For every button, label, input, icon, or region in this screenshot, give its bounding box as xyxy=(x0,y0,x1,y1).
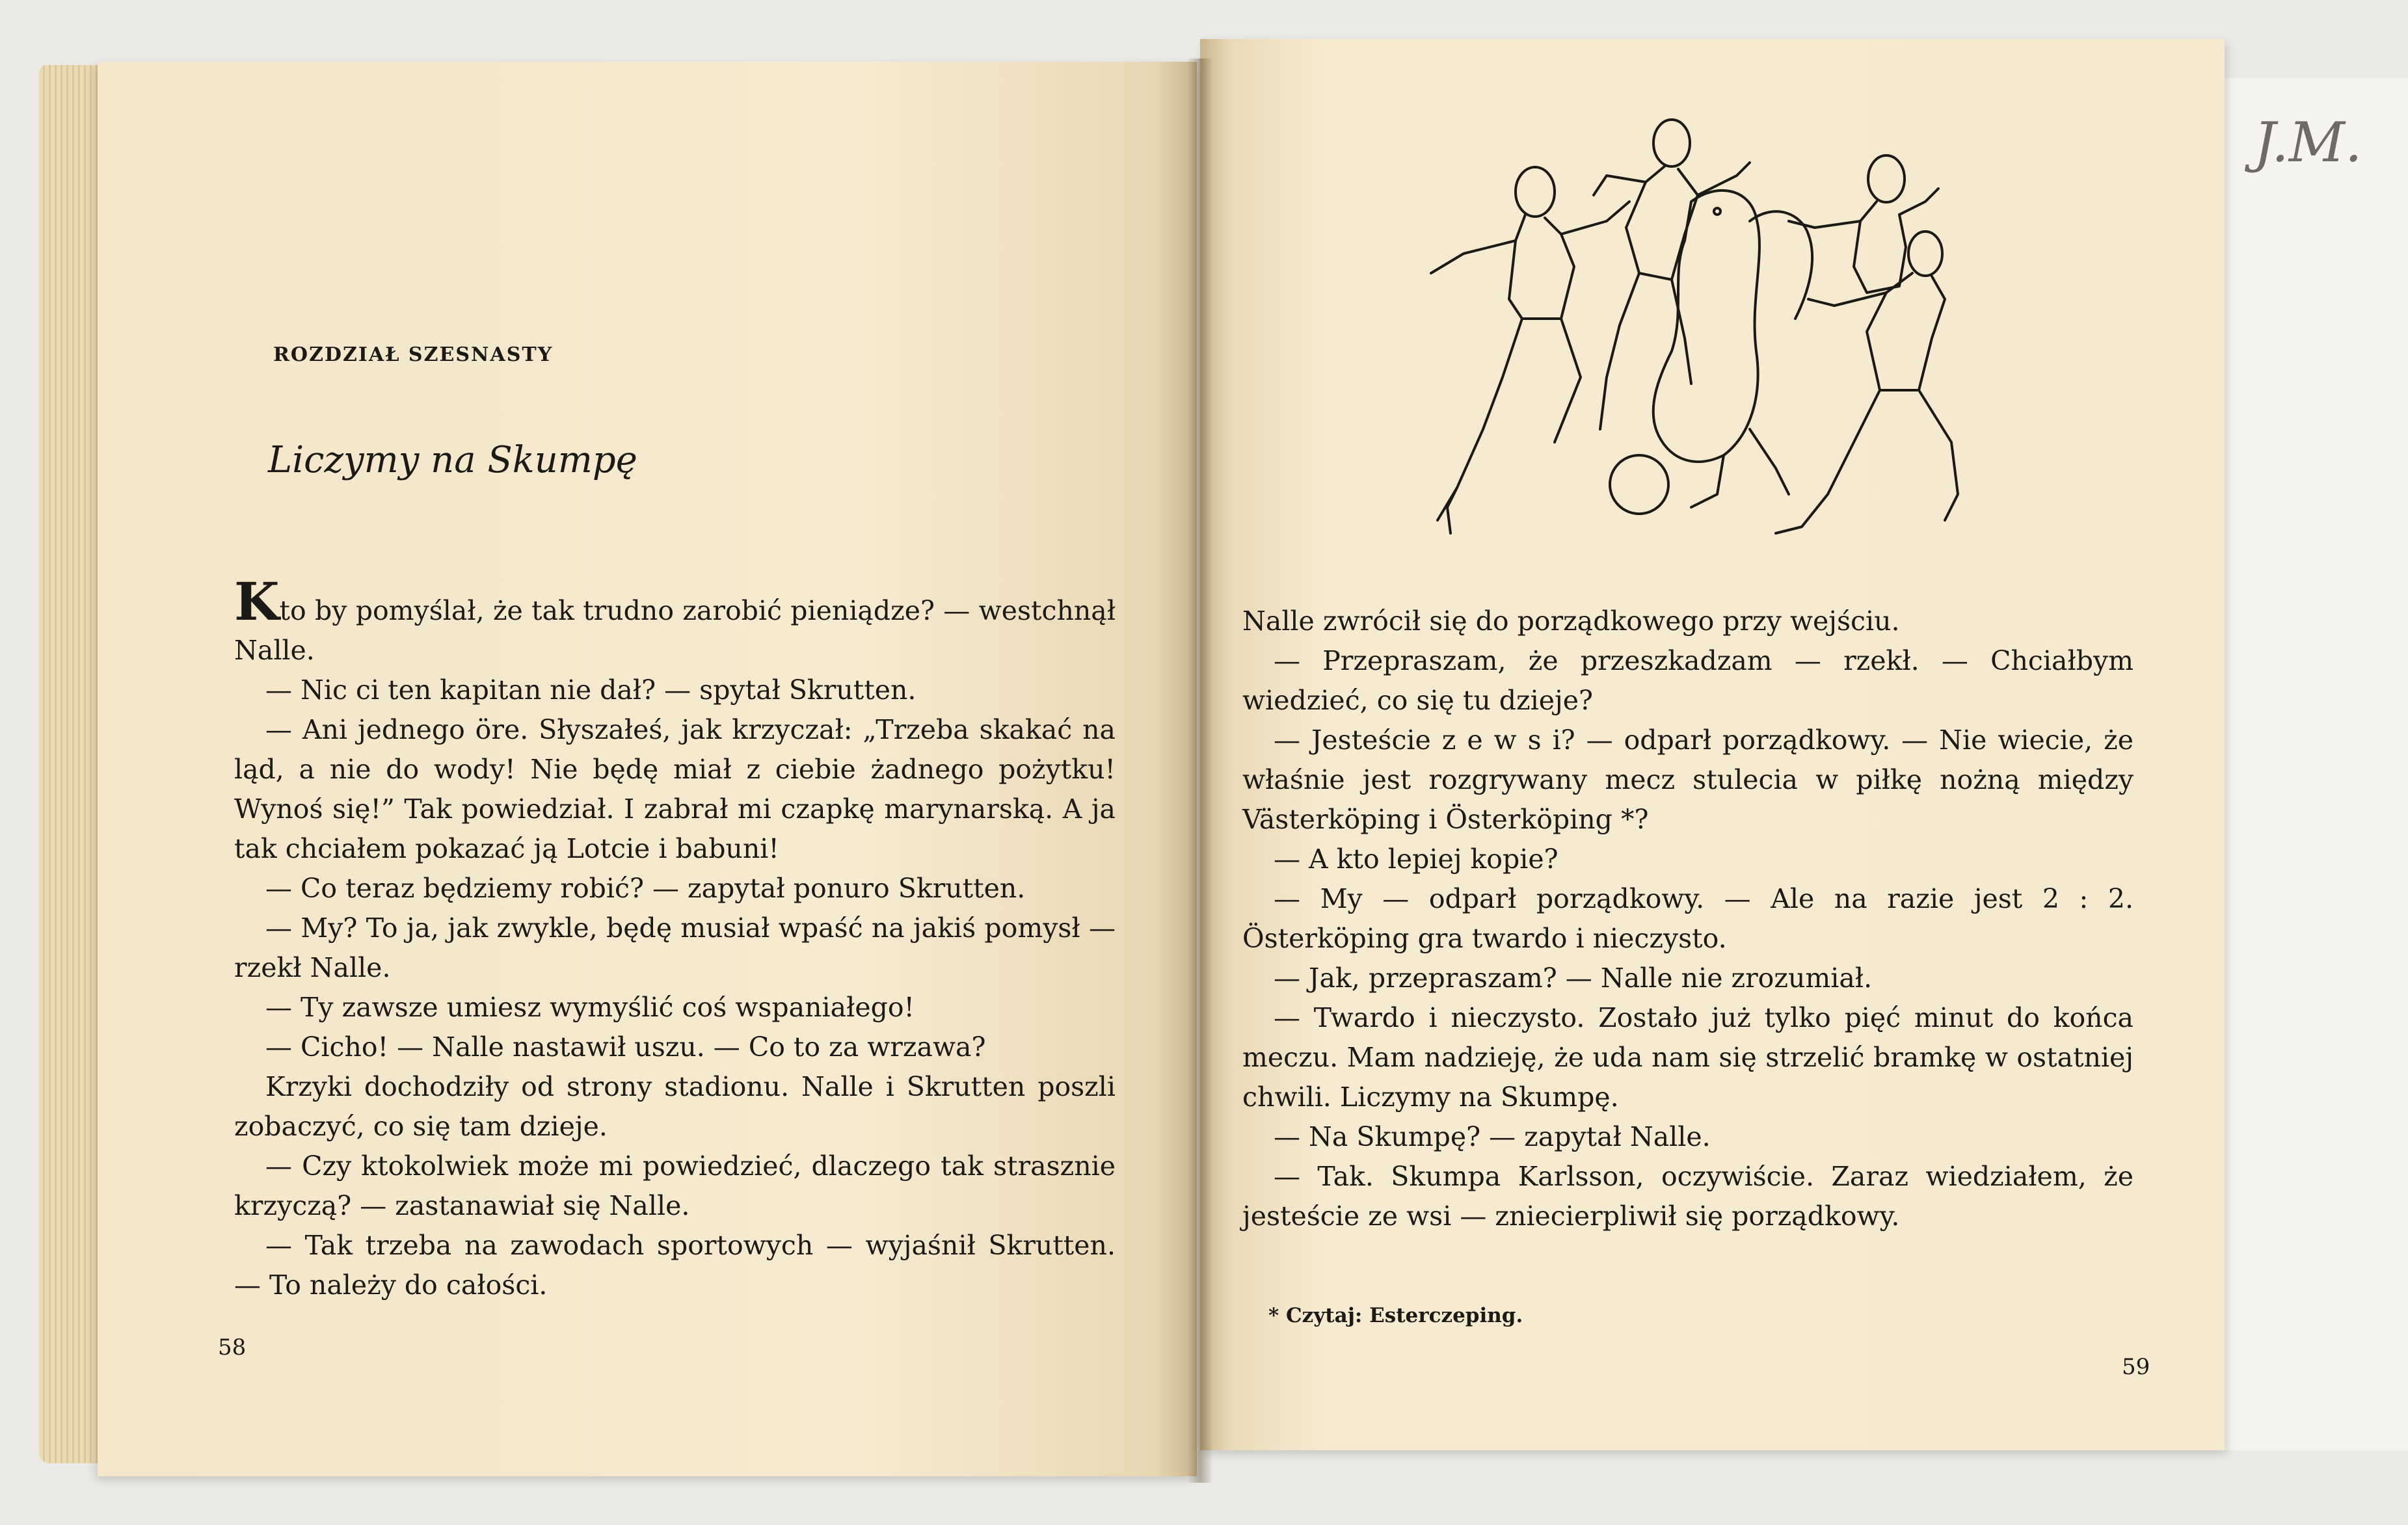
paragraph: — Nic ci ten kapitan nie dał? — spytał Skrutten. xyxy=(265,674,916,706)
paragraph: Nalle zwrócił się do porządkowego przy wejściu. xyxy=(1242,605,1900,637)
footnote: * Czytaj: Esterczeping. xyxy=(1268,1304,1523,1327)
paragraph: — Jesteście z e w s i? — odparł porządkowy. — Nie wiecie, że właśnie jest rozgrywany mecz stulecia w piłkę nożną między Västerköping i Österköping *? xyxy=(1242,724,2134,835)
paragraph: — Jak, przepraszam? — Nalle nie zrozumiał. xyxy=(1274,962,1873,994)
player-top-drawing xyxy=(1594,120,1750,429)
paragraph: — Ty zawsze umiesz wymyślić coś wspaniałego! xyxy=(265,992,915,1023)
football-illustration xyxy=(1411,104,1997,559)
paragraph: — A kto lepiej kopie? xyxy=(1274,843,1559,875)
right-page-text xyxy=(1242,602,2134,1236)
paragraph: — Ani jednego öre. Słyszałeś, jak krzyczał: „Trzeba skakać na ląd, a nie do wody! Nie będę miał z ciebie żadnego pożytku! Wynoś się!” Tak powiedział. I zabrał mi czapkę marynarską. A ja tak chciałem pokazać ją Lotcie i babuni! xyxy=(234,714,1116,864)
paragraph: — My — odparł porządkowy. — Ale na razie jest 2 : 2. Österköping gra twardo i nieczysto. xyxy=(1242,883,2134,954)
paragraph: — Cicho! — Nalle nastawił uszu. — Co to za wrzawa? xyxy=(265,1031,986,1063)
football-ball-drawing xyxy=(1610,455,1668,514)
page-number-right: 59 xyxy=(2122,1354,2150,1380)
paragraph: — Czy ktokolwiek może mi powiedzieć, dlaczego tak strasznie krzyczą? — zastanawiał się Nalle. xyxy=(234,1150,1116,1221)
page-number-left: 58 xyxy=(218,1334,247,1360)
paragraph: — Twardo i nieczysto. Zostało już tylko pięć minut do końca meczu. Mam nadzieję, że uda nam się strzelić bramkę w ostatniej chwili. Liczymy na Skumpę. xyxy=(1242,1002,2134,1113)
player-right-lower-drawing xyxy=(1776,232,1958,533)
chapter-title: Liczymy na Skumpę xyxy=(268,439,637,481)
paragraph: — Na Skumpę? — zapytał Nalle. xyxy=(1274,1121,1711,1152)
paragraph: — My? To ja, jak zwykle, będę musiał wpaść na jakiś pomysł — rzekł Nalle. xyxy=(234,912,1116,983)
paragraph: — Przepraszam, że przeszkadzam — rzekł. — Chciałbym wiedzieć, co się tu dzieje? xyxy=(1242,645,2134,716)
paragraph: Kto by pomyślał, że tak trudno zarobić pieniądze? — westchnął Nalle. xyxy=(234,571,1116,666)
paragraph: Krzyki dochodziły od strony stadionu. Nalle i Skrutten poszli zobaczyć, co się tam dzieje. xyxy=(234,1071,1116,1142)
paragraph: — Tak. Skumpa Karlsson, oczywiście. Zaraz wiedziałem, że jesteście ze wsi — zniecierpliwił się porządkowy. xyxy=(1242,1161,2134,1232)
bear-drawing xyxy=(1653,191,1812,507)
player-left-drawing xyxy=(1431,167,1629,533)
chapter-label: ROZDZIAŁ SZESNASTY xyxy=(273,343,554,366)
background-paper-sheet xyxy=(2212,78,2408,1450)
book-gutter xyxy=(1187,59,1213,1483)
handwritten-initials: J.M. xyxy=(2254,111,2362,174)
paragraph: — Tak trzeba na zawodach sportowych — wyjaśnił Skrutten. — To należy do całości. xyxy=(234,1230,1116,1301)
paragraph: — Co teraz będziemy robić? — zapytał ponuro Skrutten. xyxy=(265,873,1026,904)
left-page-text xyxy=(234,571,1116,1305)
